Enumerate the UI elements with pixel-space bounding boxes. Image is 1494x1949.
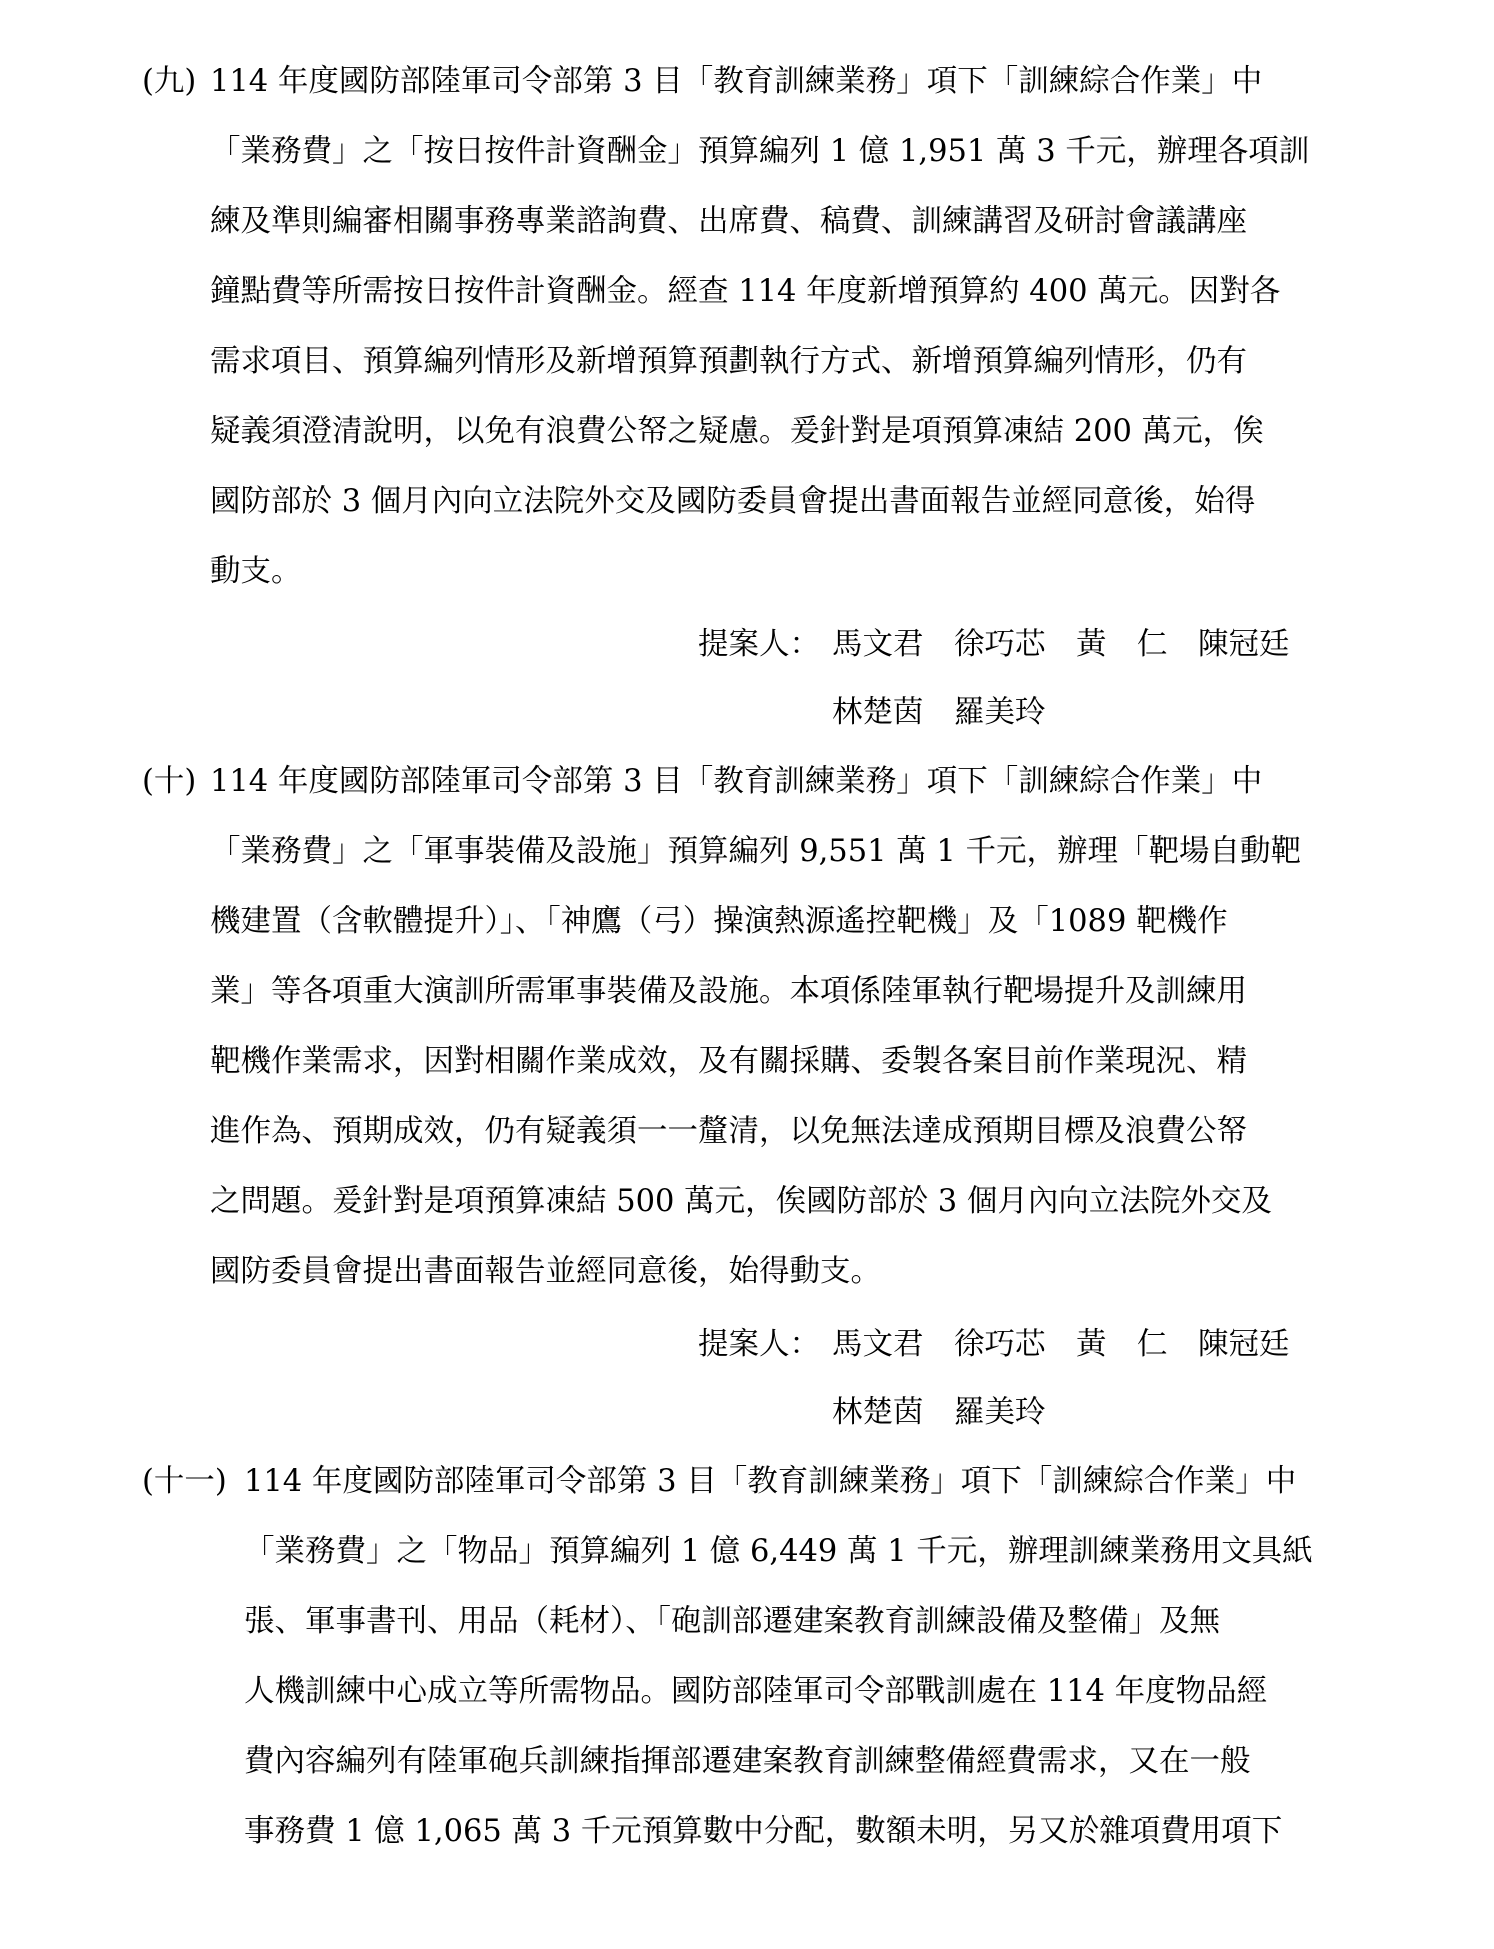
item-10-line-6: 進作為、預期成效，仍有疑義須一一釐清，以免無法達成預期目標及浪費公帑 bbox=[210, 1114, 1247, 1149]
item-9-line-5: 需求項目、預算編列情形及新增預算預劃執行方式、新增預算編列情形，仍有 bbox=[210, 344, 1247, 379]
item-marker: (九) bbox=[142, 64, 197, 99]
item-10-line-1: 114 年度國防部陸軍司令部第 3 目「教育訓練業務」項下「訓練綜合作業」中 bbox=[210, 764, 1263, 799]
item-10-line-3: 機建置（含軟體提升）」、「神鷹（弓）操演熱源遙控靶機」及「1089 靶機作 bbox=[210, 904, 1228, 939]
proposer-label: 提案人： bbox=[698, 627, 820, 662]
proposer-names: 馬文君 徐巧芯 黃 仁 陳冠廷 bbox=[832, 627, 1290, 662]
proposer-names: 林楚茵 羅美玲 bbox=[832, 695, 1046, 730]
item-marker: (十一) bbox=[142, 1464, 227, 1499]
item-10-line-8: 國防委員會提出書面報告並經同意後，始得動支。 bbox=[210, 1254, 881, 1289]
item-10-line-4: 業」等各項重大演訓所需軍事裝備及設施。本項係陸軍執行靶場提升及訓練用 bbox=[210, 974, 1247, 1009]
item-10-line-7: 之問題。爰針對是項預算凍結 500 萬元，俟國防部於 3 個月內向立法院外交及 bbox=[210, 1184, 1272, 1219]
item-marker: (十) bbox=[142, 764, 197, 799]
item-9-line-7: 國防部於 3 個月內向立法院外交及國防委員會提出書面報告並經同意後，始得 bbox=[210, 484, 1256, 519]
item-9-line-8: 動支。 bbox=[210, 554, 302, 589]
item-10-line-2: 「業務費」之「軍事裝備及設施」預算編列 9,551 萬 1 千元，辦理「靶場自動靶 bbox=[210, 834, 1301, 869]
proposer-names: 馬文君 徐巧芯 黃 仁 陳冠廷 bbox=[832, 1327, 1290, 1362]
item-9-line-6: 疑義須澄清說明，以免有浪費公帑之疑慮。爰針對是項預算凍結 200 萬元，俟 bbox=[210, 414, 1264, 449]
item-11-line-2: 「業務費」之「物品」預算編列 1 億 6,449 萬 1 千元，辦理訓練業務用文具紙 bbox=[244, 1534, 1313, 1569]
item-11-line-5: 費內容編列有陸軍砲兵訓練指揮部遷建案教育訓練整備經費需求，又在一般 bbox=[244, 1744, 1251, 1779]
item-9-line-2: 「業務費」之「按日按件計資酬金」預算編列 1 億 1,951 萬 3 千元，辦理各項訓 bbox=[210, 134, 1310, 169]
item-9-line-3: 練及準則編審相關事務專業諮詢費、出席費、稿費、訓練講習及研討會議講座 bbox=[210, 204, 1247, 239]
item-11-line-4: 人機訓練中心成立等所需物品。國防部陸軍司令部戰訓處在 114 年度物品經 bbox=[244, 1674, 1268, 1709]
proposer-names: 林楚茵 羅美玲 bbox=[832, 1395, 1046, 1430]
item-9-line-4: 鐘點費等所需按日按件計資酬金。經查 114 年度新增預算約 400 萬元。因對各 bbox=[210, 274, 1281, 309]
item-11-line-6: 事務費 1 億 1,065 萬 3 千元預算數中分配，數額未明，另又於雜項費用項下 bbox=[244, 1814, 1283, 1849]
proposer-label: 提案人： bbox=[698, 1327, 820, 1362]
item-9-line-1: 114 年度國防部陸軍司令部第 3 目「教育訓練業務」項下「訓練綜合作業」中 bbox=[210, 64, 1263, 99]
item-11-line-3: 張、軍事書刊、用品（耗材）、「砲訓部遷建案教育訓練設備及整備」及無 bbox=[244, 1604, 1220, 1639]
item-10-line-5: 靶機作業需求，因對相關作業成效，及有關採購、委製各案目前作業現況、精 bbox=[210, 1044, 1247, 1079]
item-11-line-1: 114 年度國防部陸軍司令部第 3 目「教育訓練業務」項下「訓練綜合作業」中 bbox=[244, 1464, 1297, 1499]
